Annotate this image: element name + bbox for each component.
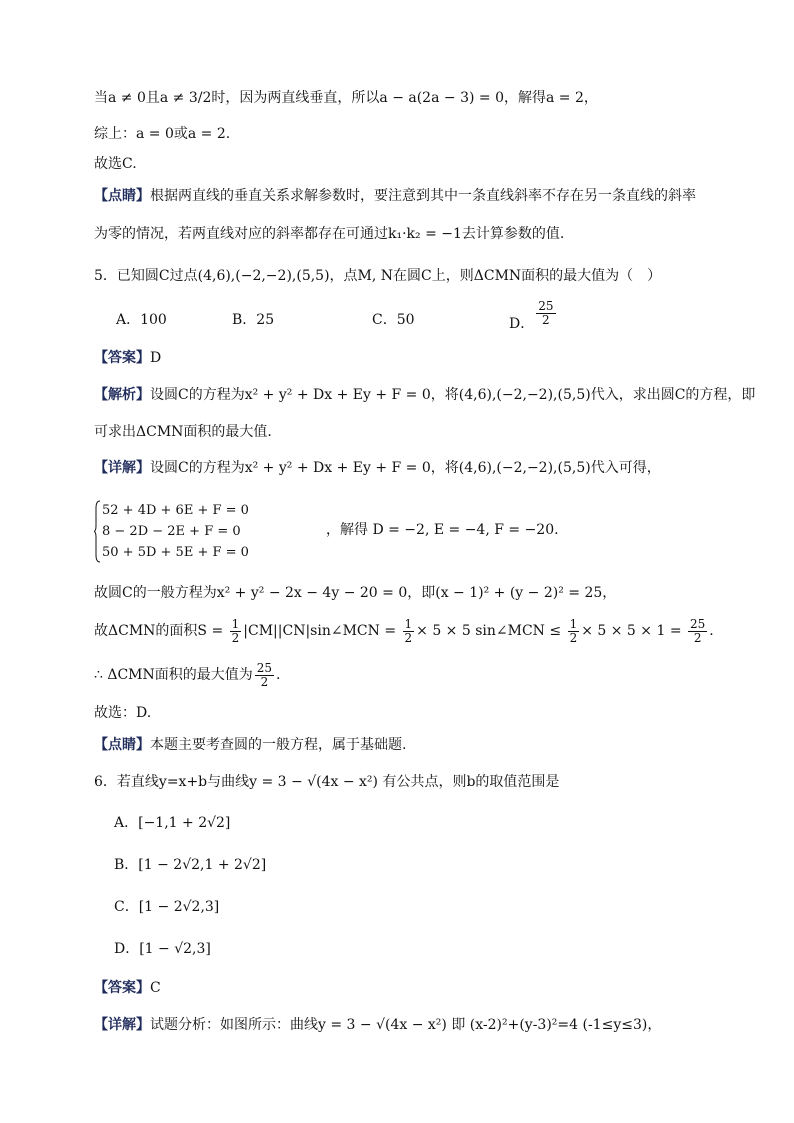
dianjing-line-1	[94, 186, 696, 206]
area-pre: 故ΔCMN的面积S =	[94, 623, 228, 639]
fraction-denominator: 2	[542, 313, 550, 327]
dianjing-2-text: 本题主要考查圆的一般方程，属于基础题.	[150, 737, 407, 753]
question-5	[94, 266, 661, 286]
equation-row-1: 52 + 4D + 6E + F = 0	[102, 503, 249, 518]
q6-option-c-text: C．[1 − 2√2,3]	[114, 899, 220, 915]
area-mid2: × 5 × 5 sin∠MCN ≤	[416, 623, 566, 639]
text-line-condition	[94, 88, 598, 108]
dianjing-2-line	[94, 735, 406, 755]
area-formula-line	[94, 616, 714, 646]
q6-option-b-text: B．[1 − 2√2,1 + 2√2]	[114, 857, 267, 873]
dianjing-tag: 【点睛】	[94, 188, 150, 204]
q5-option-c	[372, 310, 415, 330]
equation-row-2: 8 − 2D − 2E + F = 0	[102, 524, 241, 539]
fraction-denominator: 2	[231, 630, 240, 645]
xiangjie-tag: 【详解】	[94, 460, 150, 476]
text-line-choose-c	[94, 154, 137, 174]
left-brace-icon	[94, 500, 100, 563]
max-area-pre: ∴ ΔCMN面积的最大值为	[94, 667, 253, 683]
answer-6-value: C	[150, 980, 161, 996]
general-equation-text: 故圆C的一般方程为x² + y² − 2x − 4y − 20 = 0，即(x − 1)² + (y − 2)² = 25，	[94, 585, 617, 601]
q6-option-a-text: A．[−1,1 + 2√2]	[114, 815, 231, 831]
answer-6-line	[94, 978, 161, 998]
q6-option-c	[114, 897, 219, 917]
fraction-half-3	[568, 618, 580, 645]
max-area-line	[94, 660, 281, 690]
text-line-summary	[94, 124, 230, 144]
q6-option-b	[114, 855, 266, 875]
max-area-end: .	[276, 667, 281, 683]
text-choose-c: 故选C.	[94, 156, 137, 172]
q5-option-d-label: D．	[509, 315, 535, 332]
fraction-numerator: 1	[404, 616, 413, 631]
xiangjie-6-text: 试题分析：如图所示：曲线y = 3 − √(4x − x²) 即 (x-2)²+(y-3)²=4 (-1≤y≤3)，	[150, 1017, 662, 1033]
dianjing-text-a: 根据两直线的垂直关系求解参数时，要注意到其中一条直线斜率不存在另一条直线的斜率	[150, 188, 696, 204]
fraction-25-over-2	[688, 618, 707, 645]
choose-d-text: 故选：D.	[94, 705, 152, 721]
dianjing-2-tag: 【点睛】	[94, 737, 150, 753]
xiangjie-text-a: 设圆C的方程为x² + y² + Dx + Ey + F = 0，将(4,6),(−2,−2),(5,5)代入可得，	[150, 460, 661, 476]
area-mid: |CM||CN|sin∠MCN =	[243, 623, 401, 639]
q5-option-a	[116, 310, 167, 330]
answer-6-tag: 【答案】	[94, 980, 150, 996]
area-end: .	[709, 623, 714, 639]
jiexi-text-b: 可求出ΔCMN面积的最大值.	[94, 424, 272, 440]
jiexi-text-a: 设圆C的方程为x² + y² + Dx + Ey + F = 0，将(4,6),(−2,−2),(5,5)代入，求出圆C的方程，即	[150, 387, 756, 403]
equation-system-rows	[102, 500, 249, 563]
text-condition: 当a ≠ 0且a ≠ 3/2时，因为两直线垂直，所以a − a(2a − 3) = 0，解得a = 2，	[94, 90, 598, 106]
answer-5-value: D	[150, 350, 162, 366]
jiexi-line-1	[94, 385, 755, 405]
q6-option-d-text: D．[1 − √2,3]	[114, 941, 211, 957]
fraction-denominator: 2	[569, 630, 578, 645]
fraction-half-2	[403, 618, 415, 645]
fraction-denominator: 2	[404, 630, 413, 645]
jiexi-line-2	[94, 422, 272, 442]
q5-option-a-text: A．100	[116, 312, 167, 328]
xiangjie-6-line	[94, 1015, 661, 1035]
text-summary: 综上：a = 0或a = 2.	[94, 126, 231, 142]
q5-option-c-text: C．50	[372, 312, 415, 328]
dianjing-text-b: 为零的情况，若两直线对应的斜率都存在可通过k₁·k₂ = −1去计算参数的值.	[94, 226, 565, 242]
q5-option-b-text: B．25	[232, 312, 275, 328]
fraction-denominator: 2	[693, 630, 702, 645]
fraction-half-1	[230, 618, 242, 645]
fraction-denominator: 2	[260, 674, 269, 689]
q6-option-a	[114, 813, 230, 833]
fraction-numerator: 25	[256, 660, 273, 675]
q5-option-d-fraction	[536, 300, 555, 327]
fraction-numerator: 25	[538, 299, 554, 313]
choose-d-line	[94, 703, 151, 723]
fraction-max-area	[255, 662, 274, 689]
xiangjie-6-tag: 【详解】	[94, 1017, 150, 1033]
answer-5-line	[94, 348, 161, 368]
equation-row-3: 50 + 5D + 5E + F = 0	[102, 545, 249, 560]
answer-tag: 【答案】	[94, 350, 150, 366]
general-equation-line	[94, 583, 616, 603]
question-5-text: 5．已知圆C过点(4,6),(−2,−2),(5,5)，点M, N在圆C上，则ΔCMN面积的最大值为（ ）	[94, 268, 662, 284]
dianjing-line-2	[94, 224, 564, 244]
q5-option-b	[232, 310, 274, 330]
xiangjie-line-1	[94, 458, 661, 478]
fraction-numerator: 1	[569, 616, 578, 631]
fraction-numerator: 25	[690, 616, 706, 631]
fraction-numerator: 1	[231, 616, 240, 631]
jiexi-tag: 【解析】	[94, 387, 150, 403]
question-6	[94, 772, 559, 792]
q5-option-d	[509, 299, 558, 332]
equation-solution: ，解得 D = −2, E = −4, F = −20.	[326, 522, 559, 538]
q6-option-d	[114, 939, 211, 959]
question-6-text: 6．若直线y=x+b与曲线y = 3 − √(4x − x²) 有公共点，则b的取值范围是	[94, 774, 560, 790]
area-mid3: × 5 × 5 × 1 =	[581, 623, 686, 639]
